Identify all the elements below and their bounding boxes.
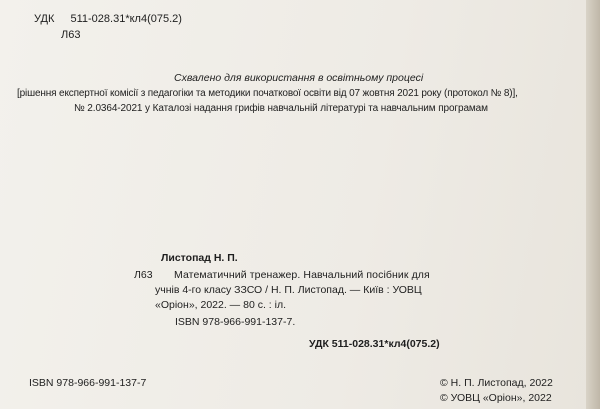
card-description-line1: Математичний тренажер. Навчальний посібник для bbox=[174, 269, 430, 281]
card-description-line3: «Оріон», 2022. — 80 с. : іл. bbox=[155, 299, 286, 311]
top-author-mark: Л63 bbox=[61, 29, 81, 41]
page-edge bbox=[586, 0, 600, 409]
top-udk-label: УДК bbox=[34, 13, 55, 25]
copyright-publisher: © УОВЦ «Оріон», 2022 bbox=[440, 392, 552, 404]
card-isbn: ISBN 978-966-991-137-7. bbox=[175, 316, 296, 328]
top-udk-code: 511-028.31*кл4(075.2) bbox=[70, 13, 182, 25]
copyright-author: © Н. П. Листопад, 2022 bbox=[440, 377, 553, 389]
card-udk: УДК 511-028.31*кл4(075.2) bbox=[309, 338, 440, 350]
card-author: Листопад Н. П. bbox=[161, 252, 238, 264]
approval-heading: Схвалено для використання в освітньому процесі bbox=[174, 72, 424, 84]
card-description-line2: учнів 4-го класу ЗЗСО / Н. П. Листопад. — Київ : УОВЦ bbox=[155, 284, 422, 296]
top-udk-line bbox=[34, 13, 182, 26]
approval-catalog: № 2.0364-2021 у Каталозі надання грифів навчальній літературі та навчальним програмам bbox=[74, 103, 488, 114]
footer-isbn: ISBN 978-966-991-137-7 bbox=[29, 377, 147, 389]
card-author-mark: Л63 bbox=[134, 269, 153, 281]
approval-decision: [рішення експертної комісії з педагогіки та методики початкової освіти від 07 жовтня 2021 року (протокол № 8)], bbox=[17, 88, 518, 99]
